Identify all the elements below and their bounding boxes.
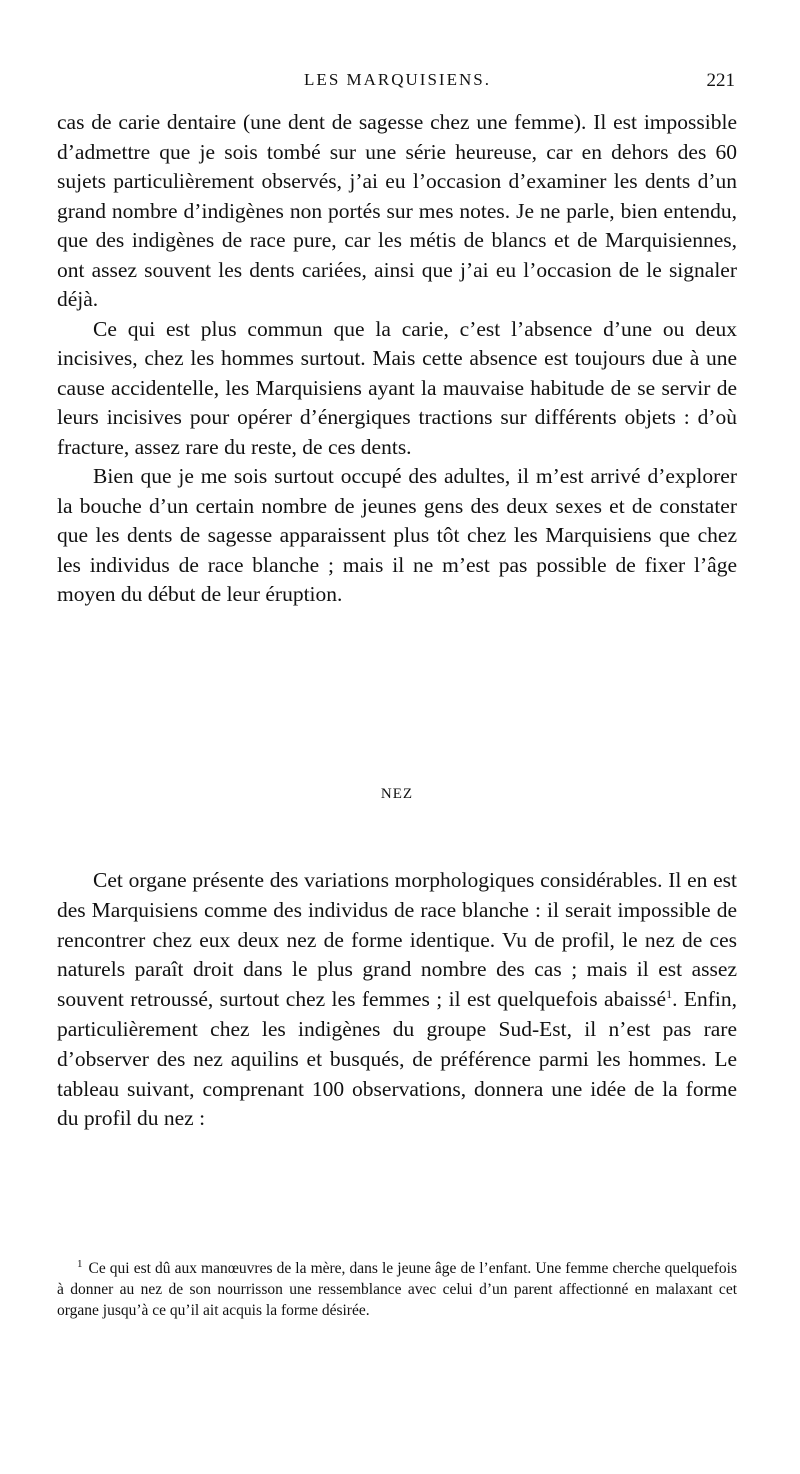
paragraph-wisdom-teeth: Bien que je me sois surtout occupé des adultes, il m’est arrivé d’explorer la bouche d’un certain nombre de jeunes gens des deux sexes et de constater que les dents de sagesse apparaissent plus tôt chez les Marquisiens que chez les individus de race blanche ; mais il ne m’est pas possible de fixer l’âge moyen du début de leur éruption. xyxy=(57,464,737,606)
footnote xyxy=(57,1258,737,1321)
paragraph-nose-part-2: . Enfin, particulièrement chez les indigènes du groupe Sud-Est, il n’est pas rare d’observer des nez aquilins et busqués, de préférence parmi les hommes. Le tableau suivant, comprenant 100 observations, donnera une idée de la forme du profil du nez : xyxy=(57,987,737,1131)
running-title: LES MARQUISIENS. xyxy=(304,70,491,89)
section-text xyxy=(57,866,737,1134)
footnote-reference: 1 xyxy=(666,987,673,1002)
section-heading-nez: NEZ xyxy=(380,786,414,802)
paragraph-nose-variations xyxy=(57,866,737,1134)
page-number: 221 xyxy=(706,70,735,91)
body-text xyxy=(57,108,737,610)
paragraph-nose-part-1: Cet organe présente des variations morphologiques considérables. Il en est des Marquisiens comme des individus de race blanche : il serait impossible de rencontrer chez eux deux nez de forme identique. Vu de profil, le nez de ces naturels paraît droit dans le plus grand nombre des cas ; mais il est assez souvent retroussé, surtout chez les femmes ; il est quelquefois abaissé xyxy=(57,868,737,1012)
paragraph-dental-caries: cas de carie dentaire (une dent de sagesse chez une femme). Il est impossible d’admettre que je sois tombé sur une série heureuse, car en dehors des 60 sujets particulièrement observés, j’ai eu l’occasion d’examiner les dents d’un grand nombre d’indigènes non portés sur mes notes. Je ne parle, bien entendu, que des indigènes de race pure, car les métis de blancs et de Marquisiennes, ont assez souvent les dents cariées, ainsi que j’ai eu l’occasion de le signaler déjà. xyxy=(57,110,737,311)
running-head xyxy=(60,70,735,100)
footnote-text: Ce qui est dû aux manœuvres de la mère, dans le jeune âge de l’enfant. Une femme cherche quelquefois à donner au nez de son nourrisson une ressemblance avec celui d’un parent affectionné en malaxant cet organe jusqu’à ce qu’il ait acquis la forme désirée. xyxy=(57,1260,737,1319)
paragraph-missing-incisors: Ce qui est plus commun que la carie, c’est l’absence d’une ou deux incisives, chez les hommes surtout. Mais cette absence est toujours due à une cause accidentelle, les Marquisiens ayant la mauvaise habitude de se servir de leurs incisives pour opérer d’énergiques tractions sur différents objets : d’où fracture, assez rare du reste, de ces dents. xyxy=(57,316,737,459)
footnote-paragraph xyxy=(57,1258,737,1321)
footnote-mark: 1 xyxy=(77,1257,83,1270)
